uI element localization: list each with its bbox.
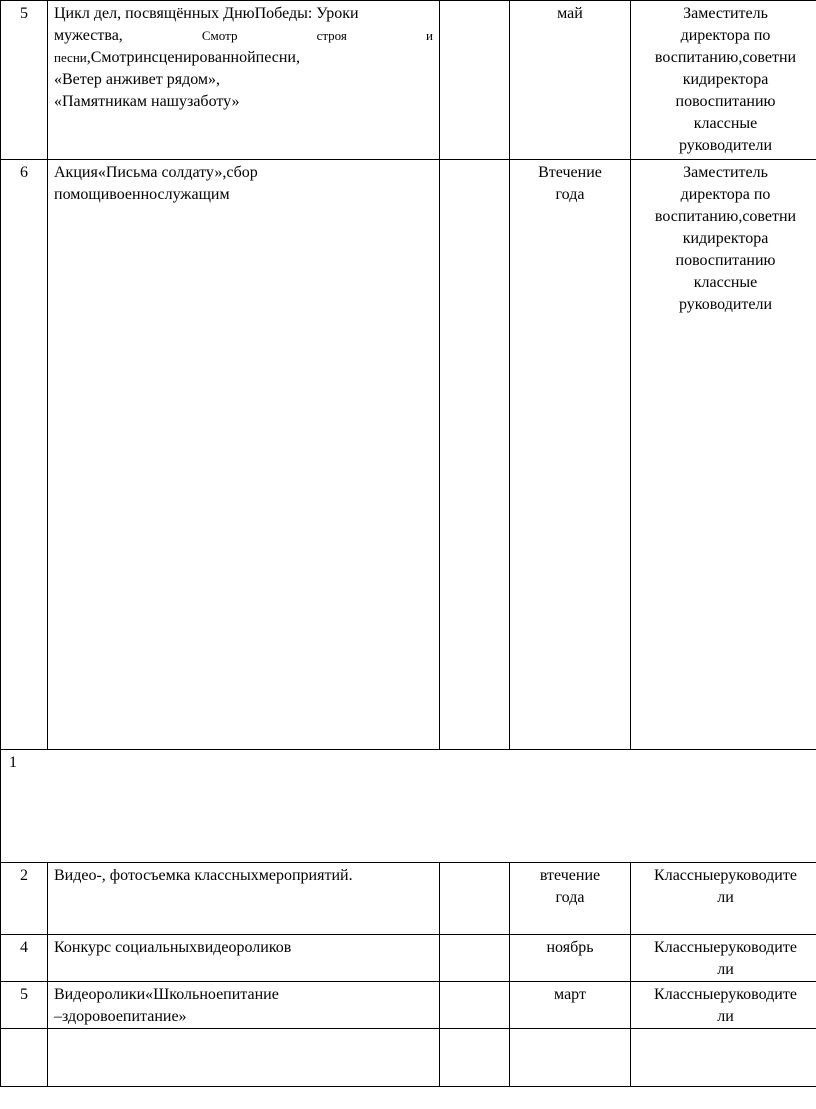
row-number: 5 [1, 1, 48, 160]
responsible-line: воспитанию,советни [654, 49, 797, 66]
event-description [48, 982, 440, 1029]
empty-cell [440, 160, 510, 750]
row-number: 2 [1, 863, 48, 935]
responsible-line: повоспитанию [675, 93, 776, 110]
responsible-persons [631, 982, 816, 1029]
event-text-fragment: песни [54, 50, 87, 65]
responsible-line: Классныеруководите [654, 939, 797, 956]
empty-cell [440, 935, 510, 982]
date-line: года [555, 186, 585, 203]
responsible-line: кидиректора [682, 71, 769, 88]
row-number: 4 [1, 935, 48, 982]
event-text-fragment: и [426, 28, 433, 43]
section-number: 1 [1, 750, 816, 863]
date-line: Втечение [538, 164, 602, 181]
empty-cell [440, 982, 510, 1029]
event-date [510, 863, 631, 935]
empty-cell [440, 1, 510, 160]
event-date [510, 160, 631, 750]
empty-cell [48, 1029, 440, 1087]
responsible-line: директора по [680, 27, 771, 44]
responsible-line: ли [717, 961, 734, 978]
row-number: 5 [1, 982, 48, 1029]
event-description: Видео-, фотосъемка классныхмероприятий. [48, 863, 440, 935]
table-row [1, 982, 816, 1029]
responsible-persons [631, 1, 816, 160]
event-date: май [510, 1, 631, 160]
event-date: ноябрь [510, 935, 631, 982]
event-text-fragment: мужества, [54, 27, 123, 44]
responsible-line: руководители [678, 296, 773, 313]
responsible-line: ли [717, 889, 734, 906]
responsible-line: кидиректора [682, 230, 769, 247]
event-text-line: Цикл дел, посвящённых ДнюПобеды: Уроки [54, 5, 359, 22]
event-date: март [510, 982, 631, 1029]
responsible-line: повоспитанию [675, 252, 776, 269]
event-text-fragment: ,Смотринсценированнойпесни, [86, 49, 300, 66]
event-text-fragment: Смотр [201, 28, 238, 43]
event-text-line: «Ветер анживет рядом», [54, 71, 221, 88]
date-line: года [555, 889, 585, 906]
event-text-line: помощивоеннослужащим [54, 186, 230, 203]
empty-cell [440, 863, 510, 935]
empty-cell [1, 1029, 48, 1087]
responsible-line: директора по [680, 186, 771, 203]
responsible-persons [631, 160, 816, 750]
responsible-persons [631, 935, 816, 982]
event-description: Конкурс социальныхвидеороликов [48, 935, 440, 982]
event-description [48, 160, 440, 750]
event-text-line: Акция«Письма солдату»,сбор [54, 164, 258, 181]
responsible-line: Классныеруководите [654, 867, 797, 884]
event-text-line: Видеоролики«Школьноепитание [54, 986, 279, 1003]
responsible-line: руководители [678, 137, 773, 154]
table-row [1, 750, 816, 863]
responsible-line: Заместитель [683, 164, 768, 181]
responsible-line: классные [693, 274, 758, 291]
event-text-line [54, 47, 433, 69]
empty-cell [510, 1029, 631, 1087]
responsible-line: ли [717, 1008, 734, 1025]
event-text-line: «Памятникам нашузаботу» [54, 93, 240, 110]
event-description [48, 1, 440, 160]
responsible-line: классные [693, 115, 758, 132]
responsible-line: Заместитель [683, 5, 768, 22]
table-row [1, 863, 816, 935]
responsible-line: Классныеруководите [654, 986, 797, 1003]
event-text-fragment: строя [316, 28, 347, 43]
responsible-persons [631, 863, 816, 935]
empty-cell [631, 1029, 816, 1087]
table-row [1, 935, 816, 982]
event-text-line [54, 25, 433, 47]
table-row [1, 1, 816, 160]
empty-cell [440, 1029, 510, 1087]
row-number: 6 [1, 160, 48, 750]
event-text-line: –здоровоепитание» [54, 1008, 187, 1025]
table-row [1, 1029, 816, 1087]
table-row [1, 160, 816, 750]
date-line: втечение [539, 867, 601, 884]
responsible-line: воспитанию,советни [654, 208, 797, 225]
